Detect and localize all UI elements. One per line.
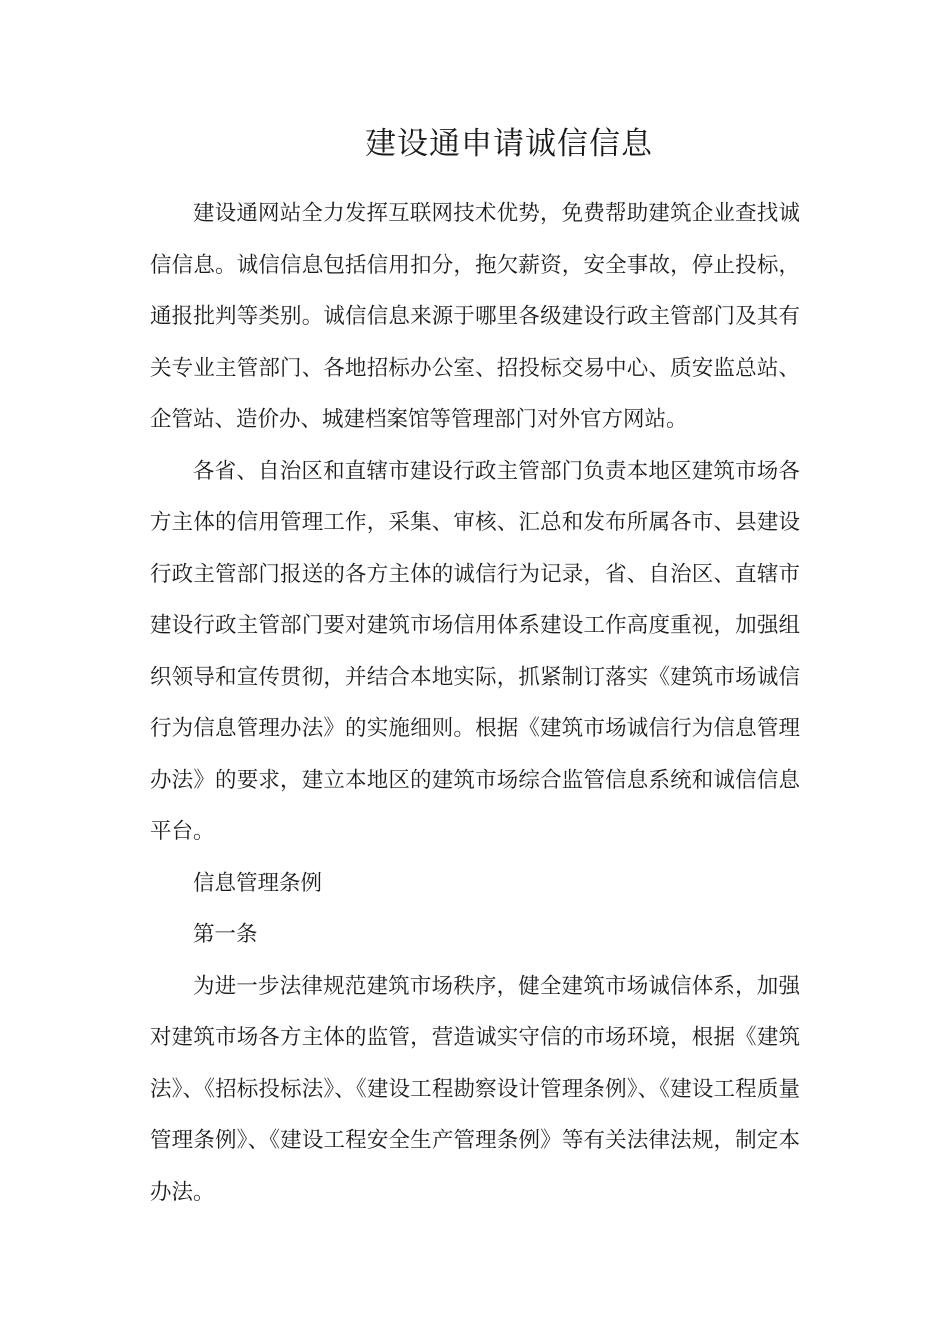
paragraph-article-one: 为进一步法律规范建筑市场秩序，健全建筑市场诚信体系，加强对建筑市场各方主体的监管，营造诚实守信的市场环境，根据《建筑法》、《招标投标法》、《建设工程勘察设计管理条例》、《建设工程质量管理条例》、《建设工程安全生产管理条例》等有关法律法规，制定本办法。 xyxy=(150,973,800,1205)
paragraph-intro: 建设通网站全力发挥互联网技术优势，免费帮助建筑企业查找诚信信息。诚信信息包括信用扣分，拖欠薪资，安全事故，停止投标，通报批判等类别。诚信信息来源于哪里各级建设行政主管部门及其有关专业主管部门、各地招标办公室、招投标交易中心、质安监总站、企管站、造价办、城建档案馆等管理部门对外官方网站。 xyxy=(150,201,800,432)
section-heading: 信息管理条例 xyxy=(193,870,323,896)
document-title: 建设通申请诚信信息 xyxy=(365,126,653,162)
document-body xyxy=(150,188,800,1218)
paragraph-provincial-duties: 各省、自治区和直辖市建设行政主管部门负责本地区建筑市场各方主体的信用管理工作，采集、审核、汇总和发布所属各市、县建设行政主管部门报送的各方主体的诚信行为记录，省、自治区、直辖市建设行政主管部门要对建筑市场信用体系建设工作高度重视，加强组织领导和宣传贯彻，并结合本地实际，抓紧制订落实《建筑市场诚信行为信息管理办法》的实施细则。根据《建筑市场诚信行为信息管理办法》的要求，建立本地区的建筑市场综合监管信息系统和诚信信息平台。 xyxy=(150,458,800,844)
article-number: 第一条 xyxy=(193,922,258,947)
